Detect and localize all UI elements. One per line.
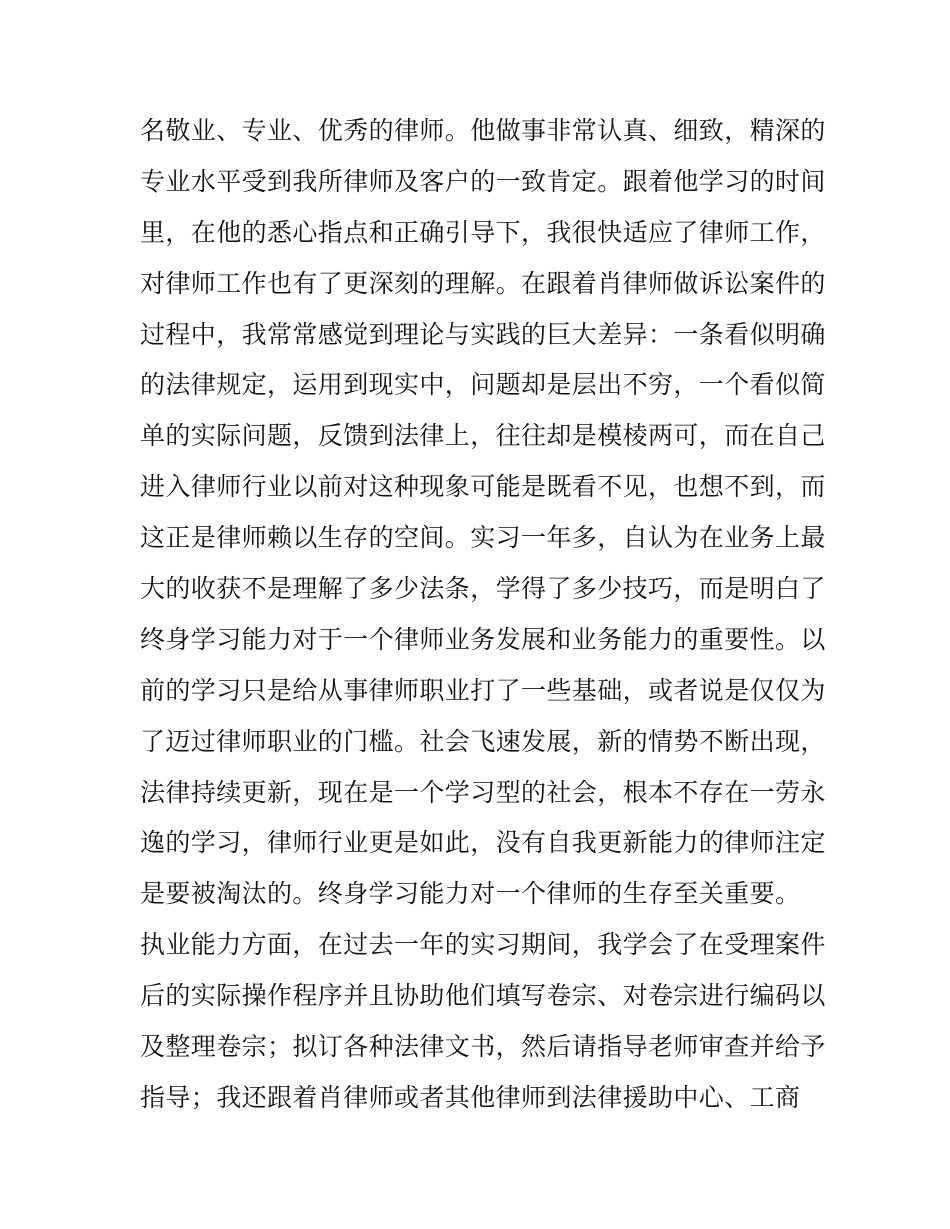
text-line: 法律持续更新，现在是一个学习型的社会，根本不存在一劳永	[140, 777, 826, 807]
text-line: 前的学习只是给从事律师职业打了一些基础，或者说是仅仅为	[140, 675, 826, 705]
text-line: 这正是律师赖以生存的空间。实习一年多，自认为在业务上最	[140, 523, 826, 553]
text-line: 及整理卷宗；拟订各种法律文书，然后请指导老师审查并给予	[140, 1032, 826, 1062]
text-line: 终身学习能力对于一个律师业务发展和业务能力的重要性。以	[140, 624, 826, 654]
paragraph-1	[140, 106, 826, 920]
text-line: 里，在他的悉心指点和正确引导下，我很快适应了律师工作，	[140, 217, 826, 247]
document-body	[140, 106, 826, 1124]
text-line: 专业水平受到我所律师及客户的一致肯定。跟着他学习的时间	[140, 166, 826, 196]
text-line: 了迈过律师职业的门槛。社会飞速发展，新的情势不断出现，	[140, 726, 826, 756]
text-line: 逸的学习，律师行业更是如此，没有自我更新能力的律师注定	[140, 828, 826, 858]
text-line: 是要被淘汰的。终身学习能力对一个律师的生存至关重要。	[140, 879, 801, 909]
text-line: 进入律师行业以前对这种现象可能是既看不见，也想不到，而	[140, 472, 826, 502]
text-line: 对律师工作也有了更深刻的理解。在跟着肖律师做诉讼案件的	[140, 268, 826, 298]
text-line: 后的实际操作程序并且协助他们填写卷宗、对卷宗进行编码以	[140, 981, 826, 1011]
text-line: 大的收获不是理解了多少法条，学得了多少技巧，而是明白了	[140, 574, 826, 604]
text-line: 的法律规定，运用到现实中，问题却是层出不穷，一个看似简	[140, 370, 826, 400]
text-line: 单的实际问题，反馈到法律上，往往却是模棱两可，而在自己	[140, 421, 826, 451]
text-line: 指导；我还跟着肖律师或者其他律师到法律援助中心、工商	[140, 1082, 801, 1112]
text-line: 名敬业、专业、优秀的律师。他做事非常认真、细致，精深的	[140, 116, 826, 145]
text-line: 过程中，我常常感觉到理论与实践的巨大差异：一条看似明确	[140, 319, 826, 349]
paragraph-2	[140, 920, 826, 1124]
text-line: 执业能力方面，在过去一年的实习期间，我学会了在受理案件	[140, 930, 826, 960]
